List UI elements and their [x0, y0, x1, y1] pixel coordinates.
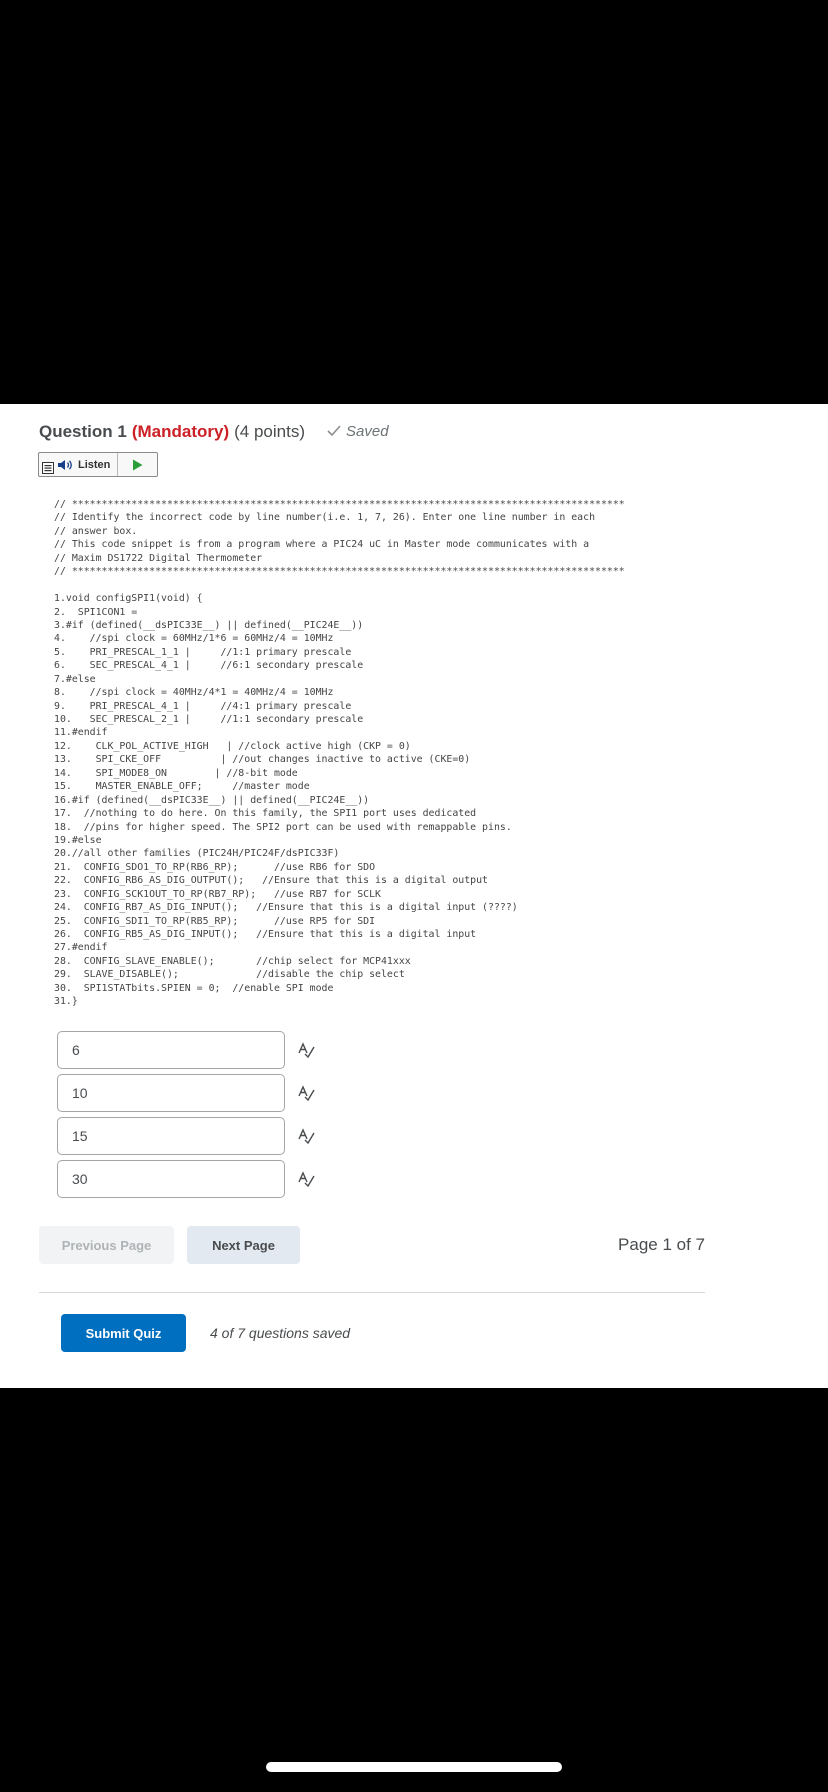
- answer-row: [57, 1117, 357, 1155]
- menu-icon[interactable]: [42, 462, 54, 474]
- code-line: 29. SLAVE_DISABLE(); //disable the chip select: [54, 969, 405, 981]
- saved-status-text: Saved: [346, 422, 389, 440]
- code-line: // *********************************************************************************************: [54, 499, 625, 510]
- code-line: 18. //pins for higher speed. The SPI2 port can be used with remappable pins.: [54, 821, 512, 833]
- code-line: // Maxim DS1722 Digital Thermometer: [54, 552, 263, 564]
- saved-count: 4 of 7 questions saved: [210, 1325, 351, 1341]
- code-line: 31.}: [54, 996, 78, 1008]
- listen-label: Listen: [78, 458, 111, 471]
- code-line: 9. PRI_PRESCAL_4_1 | //4:1 primary prescale: [54, 700, 352, 712]
- code-line: 30. SPI1STATbits.SPIEN = 0; //enable SPI mode: [54, 982, 334, 994]
- speaker-icon: [57, 459, 75, 471]
- code-snippet: [54, 498, 625, 1009]
- code-line: 5. PRI_PRESCAL_1_1 | //1:1 primary prescale: [54, 646, 352, 658]
- spellcheck-icon[interactable]: [297, 1127, 315, 1145]
- mandatory-label: (Mandatory): [131, 422, 230, 441]
- answer-input-4[interactable]: [57, 1160, 285, 1198]
- answer-input-3[interactable]: [57, 1117, 285, 1155]
- code-line: 2. SPI1CON1 =: [54, 606, 138, 618]
- page-indicator: Page 1 of 7: [618, 1235, 705, 1254]
- code-line: 1.void configSPI1(void) {: [54, 593, 203, 605]
- next-page-button[interactable]: Next Page: [187, 1226, 300, 1264]
- code-line: 11.#endif: [54, 727, 108, 739]
- code-line: // *********************************************************************************************: [54, 566, 625, 578]
- code-line: 14. SPI_MODE8_ON | //8-bit mode: [54, 767, 298, 779]
- code-line: // answer box.: [54, 525, 138, 537]
- listen-widget: [38, 452, 158, 477]
- answer-input-1[interactable]: [57, 1031, 285, 1069]
- page-navigation: [39, 1226, 705, 1264]
- code-line: 26. CONFIG_RB5_AS_DIG_INPUT(); //Ensure that this is a digital input: [54, 929, 477, 940]
- code-line: // This code snippet is from a program where a PIC24 uC in Master mode communicates with a: [54, 539, 590, 551]
- code-line: 8. //spi clock = 40MHz/4*1 = 40MHz/4 = 10MHz: [54, 687, 334, 699]
- question-title: Question 1: [39, 422, 127, 441]
- submit-quiz-button[interactable]: Submit Quiz: [61, 1314, 186, 1352]
- code-line: 10. SEC_PRESCAL_2_1 | //1:1 secondary prescale: [54, 714, 364, 725]
- code-line: 16.#if (defined(__dsPIC33E__) || defined(__PIC24E__)): [54, 794, 370, 806]
- code-line: 15. MASTER_ENABLE_OFF; //master mode: [54, 781, 310, 793]
- code-line: 19.#else: [54, 834, 102, 846]
- divider: [39, 1292, 705, 1293]
- code-line: 27.#endif: [54, 942, 108, 954]
- code-line: 20.//all other families (PIC24H/PIC24F/dsPIC33F): [54, 848, 340, 860]
- code-line: 22. CONFIG_RB6_AS_DIG_OUTPUT(); //Ensure that this is a digital output: [54, 875, 489, 887]
- code-line: 13. SPI_CKE_OFF | //out changes inactive to active (CKE=0): [54, 754, 471, 766]
- play-icon: [132, 459, 143, 471]
- code-line: 6. SEC_PRESCAL_4_1 | //6:1 secondary prescale: [54, 660, 364, 672]
- submit-row: [61, 1314, 350, 1352]
- play-button[interactable]: [118, 453, 157, 476]
- code-line: 17. //nothing to do here. On this family, the SPI1 port uses dedicated: [54, 808, 477, 820]
- saved-status: [327, 423, 389, 440]
- spellcheck-icon[interactable]: [297, 1084, 315, 1102]
- code-line: [54, 579, 625, 592]
- previous-page-button[interactable]: Previous Page: [39, 1226, 174, 1264]
- code-line: 7.#else: [54, 673, 96, 685]
- home-indicator[interactable]: [266, 1762, 562, 1772]
- code-line: 21. CONFIG_SDO1_TO_RP(RB6_RP); //use RB6 for SDO: [54, 861, 376, 873]
- answer-input-2[interactable]: [57, 1074, 285, 1112]
- code-line: 4. //spi clock = 60MHz/1*6 = 60MHz/4 = 10MHz: [54, 633, 334, 645]
- code-line: // Identify the incorrect code by line number(i.e. 1, 7, 26). Enter one line number in each: [54, 512, 596, 524]
- code-line: 25. CONFIG_SDI1_TO_RP(RB5_RP); //use RP5 for SDI: [54, 915, 376, 927]
- question-header: [39, 422, 389, 442]
- quiz-page: [0, 404, 828, 1388]
- answer-row: [57, 1074, 357, 1112]
- spellcheck-icon[interactable]: [297, 1041, 315, 1059]
- code-line: 3.#if (defined(__dsPIC33E__) || defined(__PIC24E__)): [54, 619, 364, 631]
- spellcheck-icon[interactable]: [297, 1170, 315, 1188]
- answer-row: [57, 1031, 357, 1069]
- code-line: 24. CONFIG_RB7_AS_DIG_INPUT(); //Ensure that this is a digital input (????): [54, 902, 518, 914]
- answer-row: [57, 1160, 357, 1198]
- listen-button[interactable]: [54, 453, 118, 476]
- code-line: 12. CLK_POL_ACTIVE_HIGH | //clock active high (CKP = 0): [54, 740, 411, 752]
- checkmark-icon: [327, 425, 341, 437]
- question-points: (4 points): [234, 422, 306, 441]
- code-line: 28. CONFIG_SLAVE_ENABLE(); //chip select for MCP41xxx: [54, 955, 411, 967]
- code-line: 23. CONFIG_SCK1OUT_TO_RP(RB7_RP); //use RB7 for SCLK: [54, 888, 381, 900]
